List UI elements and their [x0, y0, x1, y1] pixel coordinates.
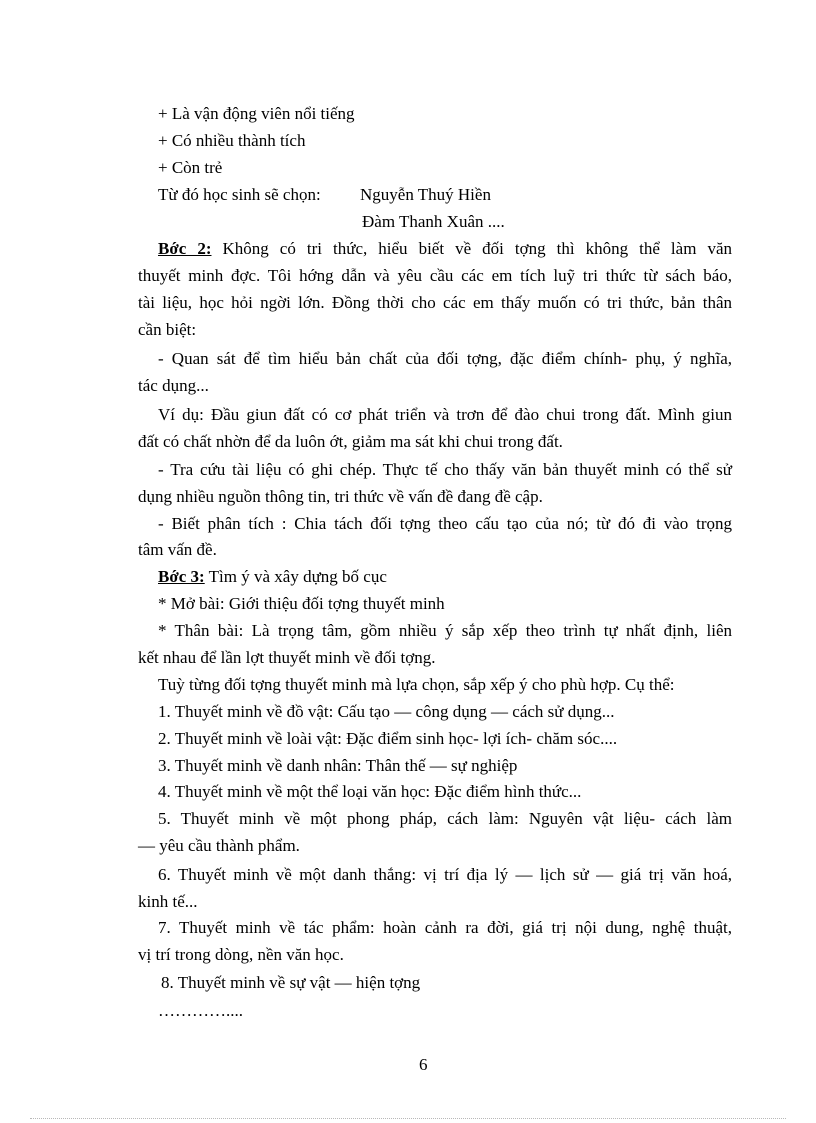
step-label: Bớc 3:	[158, 567, 205, 586]
text-fragment: Từ đó học sinh sẽ chọn:	[158, 185, 321, 204]
text-line: - Tra cứu tài liệu có ghi chép. Thực tế cho thấy văn bản thuyết minh có thể sử	[158, 460, 732, 479]
page-number: 6	[419, 1055, 428, 1074]
ellipsis-line: …………....	[158, 1001, 243, 1020]
bullet-line: + Là vận động viên nổi tiếng	[158, 104, 355, 123]
text-line: thuyết minh đợc. Tôi hớng dẫn và yêu cầu các em tích luỹ tri thức từ sách báo,	[138, 266, 732, 285]
text-line: kinh tế...	[138, 892, 198, 911]
step-heading	[158, 566, 387, 588]
text-line: Tuỳ từng đối tợng thuyết minh mà lựa chọn, sắp xếp ý cho phù hợp. Cụ thể:	[158, 675, 675, 694]
text-line: tài liệu, học hỏi ngời lớn. Đồng thời cho các em thấy muốn có tri thức, bản thân	[138, 293, 732, 312]
bullet-line: + Có nhiều thành tích	[158, 131, 306, 150]
text-line: * Thân bài: Là trọng tâm, gồm nhiều ý sắp xếp theo trình tự nhất định, liên	[158, 621, 732, 640]
text-line: - Quan sát để tìm hiểu bản chất của đối tợng, đặc điểm chính- phụ, ý nghĩa,	[158, 349, 732, 368]
list-item: 7. Thuyết minh về tác phẩm: hoàn cảnh ra đời, giá trị nội dung, nghệ thuật,	[158, 918, 732, 937]
step-heading	[158, 238, 732, 260]
text-line: * Mở bài: Giới thiệu đối tợng thuyết minh	[158, 594, 445, 613]
text-line: Đàm Thanh Xuân ....	[362, 212, 505, 231]
text-line: - Biết phân tích : Chia tách đối tợng theo cấu tạo của nó; từ đó đi vào trọng	[158, 514, 732, 533]
list-item: 3. Thuyết minh về danh nhân: Thân thế — sự nghiệp	[158, 756, 518, 775]
bullet-line: + Còn trẻ	[158, 158, 223, 177]
text-line	[158, 184, 491, 206]
list-item: 1. Thuyết minh về đồ vật: Cấu tạo — công dụng — cách sử dụng...	[158, 702, 615, 721]
text-fragment: Nguyễn Thuý Hiền	[360, 185, 491, 204]
step-label: Bớc 2:	[158, 239, 212, 258]
text-line: Ví dụ: Đầu giun đất có cơ phát triển và trơn để đào chui trong đất. Mình giun	[158, 405, 732, 424]
text-line: kết nhau để lần lợt thuyết minh về đối tợng.	[138, 648, 436, 667]
list-item: 2. Thuyết minh về loài vật: Đặc điểm sinh học- lợi ích- chăm sóc....	[158, 729, 618, 748]
text-line: dụng nhiều nguồn thông tin, tri thức về vấn đề đang đề cập.	[138, 487, 543, 506]
text-fragment: Tìm ý và xây dựng bố cục	[204, 567, 387, 586]
text-line: đất có chất nhờn để da luôn ớt, giảm ma sát khi chui trong đất.	[138, 432, 563, 451]
list-item: 8. Thuyết minh về sự vật — hiện tợng	[161, 973, 421, 992]
list-item: 5. Thuyết minh về một phong pháp, cách làm: Nguyên vật liệu- cách làm	[158, 809, 732, 828]
text-fragment: Không có tri thức, hiểu biết về đối tợng thì không thể làm văn	[211, 239, 732, 258]
text-line: vị trí trong dòng, nền văn học.	[138, 945, 344, 964]
text-line: tác dụng...	[138, 376, 209, 395]
list-item: 6. Thuyết minh về một danh thắng: vị trí địa lý — lịch sử — giá trị văn hoá,	[158, 865, 732, 884]
text-line: tâm vấn đề.	[138, 540, 217, 559]
text-line: — yêu cầu thành phẩm.	[138, 836, 300, 855]
list-item: 4. Thuyết minh về một thể loại văn học: Đặc điểm hình thức...	[158, 782, 582, 801]
text-line: cần biệt:	[138, 320, 197, 339]
page-bottom-rule	[30, 1118, 786, 1119]
